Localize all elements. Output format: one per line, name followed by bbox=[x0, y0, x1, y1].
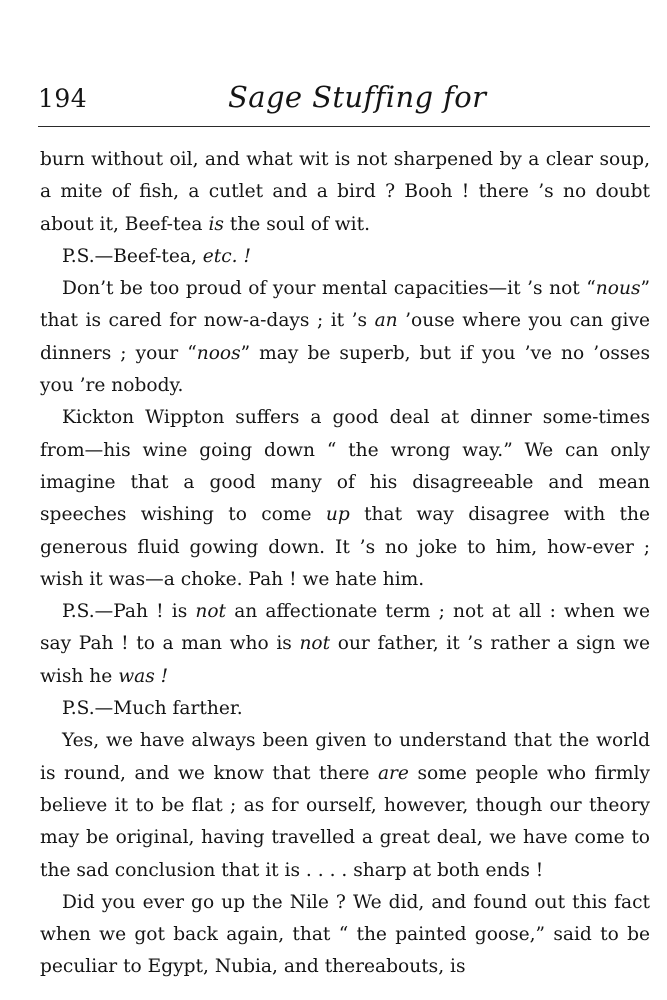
text-run: P.S.—Pah ! is bbox=[62, 601, 196, 623]
italic-text: is bbox=[208, 213, 224, 235]
italic-text: are bbox=[377, 762, 409, 784]
italic-text: up bbox=[325, 504, 350, 526]
text-run: Did you ever go up the Nile ? We did, and found out this fact when we got back again, that “ the painted goose,” said to be peculiar to Egypt, Nubia, and thereabouts, is bbox=[40, 891, 650, 978]
text-run: Kickton Wippton suffers a good deal at dinner some-times from—his wine going down “ the wrong way.” We can only imagine that a good many of his disagreeable and mean speeches wishing to come bbox=[40, 407, 650, 526]
page-header bbox=[38, 78, 648, 122]
running-title: Sage Stuffing for bbox=[228, 80, 487, 114]
paragraph bbox=[40, 693, 650, 725]
paragraph bbox=[40, 144, 650, 241]
paragraph bbox=[40, 241, 650, 273]
text-run: P.S.—Much farther. bbox=[62, 698, 243, 720]
text-run: Don’t be too proud of your mental capacities—it ’s not “ bbox=[62, 278, 596, 300]
paragraph bbox=[40, 273, 650, 402]
italic-text: nous bbox=[595, 278, 641, 300]
text-run: ” that is cared for now-a-days ; it ’s bbox=[40, 278, 650, 332]
italic-text: an bbox=[374, 310, 398, 332]
text-run: that way disagree with the generous fluid gowing down. It ’s no joke to him, how-ever ; wish it was—a choke. Pah ! we hate him. bbox=[40, 504, 650, 590]
italic-text: was ! bbox=[118, 665, 169, 687]
text-run: P.S.—Beef-tea, bbox=[62, 245, 203, 267]
text-run: our father, it ’s rather a sign we wish he bbox=[40, 633, 650, 687]
text-run: the soul of wit. bbox=[223, 213, 371, 235]
header-rule bbox=[38, 126, 650, 127]
page-number: 194 bbox=[38, 84, 88, 113]
italic-text: noos bbox=[196, 342, 241, 364]
italic-text: not bbox=[195, 601, 227, 623]
text-run: some people who firmly believe it to be flat ; as for ourself, however, though our theory may be original, having travelled a great deal, we have come to the sad conclusion that it is . . . . sharp at both ends ! bbox=[40, 762, 650, 881]
paragraph bbox=[40, 887, 650, 984]
text-run: ’ouse where you can give dinners ; your “ bbox=[40, 310, 650, 364]
body-text bbox=[40, 144, 650, 984]
paragraph bbox=[40, 725, 650, 886]
paragraph bbox=[40, 402, 650, 596]
text-run: burn without oil, and what wit is not sharpened by a clear soup, a mite of fish, a cutlet and a bird ? Booh ! there ’s no doubt about it, Beef-tea bbox=[40, 149, 650, 235]
text-run: Yes, we have always been given to understand that the world is round, and we know that there bbox=[40, 730, 650, 784]
text-run: ” may be superb, but if you ’ve no ’osses you ’re nobody. bbox=[40, 342, 650, 397]
text-run: an affectionate term ; not at all : when we say Pah ! to a man who is bbox=[40, 601, 650, 655]
italic-text: etc. ! bbox=[202, 245, 251, 267]
paragraph bbox=[40, 596, 650, 693]
italic-text: not bbox=[299, 633, 331, 655]
